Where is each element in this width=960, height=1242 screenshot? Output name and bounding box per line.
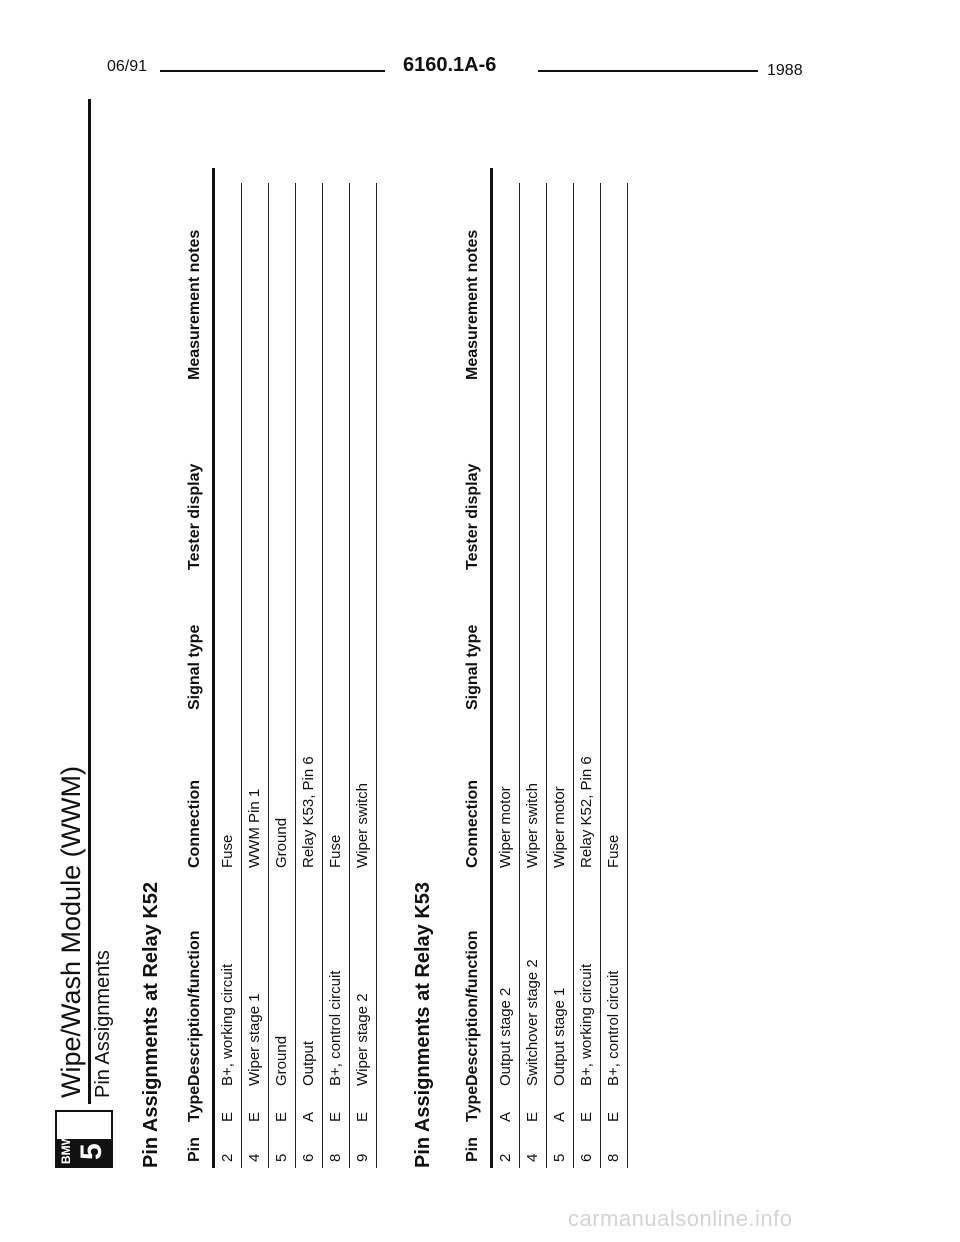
watermark-text: carmanualsonline.info [568,1206,793,1231]
cell-connection: Fuse [605,834,622,868]
cell-connection: Relay K53, Pin 6 [300,756,317,868]
rotated-content [0,90,680,1190]
table-header [458,166,488,1168]
row-rule [573,183,574,1168]
cell-description: B+, control circuit [605,970,622,1086]
cell-type: E [219,1111,236,1122]
cell-description: Ground [273,1035,290,1086]
col-signal-type: Signal type [464,624,481,710]
col-type: Type [186,1085,203,1122]
cell-type: E [578,1111,595,1122]
cell-connection: Wiper switch [354,782,371,868]
cell-type: E [273,1111,290,1122]
cell-description: B+, control circuit [327,970,344,1086]
cell-pin: 4 [246,1153,263,1162]
cell-type: E [524,1111,541,1122]
header-date: 06/91 [107,58,148,75]
col-connection: Connection [464,780,481,868]
col-tester-display: Tester display [464,463,481,570]
cell-description: Wiper stage 2 [354,993,371,1086]
cell-pin: 2 [497,1153,514,1162]
table-top-rule [490,168,493,1168]
cell-connection: Fuse [219,834,236,868]
cell-description: Output [300,1040,317,1086]
cell-type: A [551,1111,568,1122]
cell-type: A [300,1111,317,1122]
title-rule [88,99,91,1104]
cell-type: A [497,1111,514,1122]
table-relay-k53 [458,166,633,1168]
cell-description: B+, working circuit [219,963,236,1086]
header-rule-left [160,70,385,72]
bmw-series-badge [55,1110,113,1168]
header-document-code: 6160.1A-6 [403,54,497,76]
header-rule-right [538,70,758,72]
cell-description: Output stage 2 [497,987,514,1086]
table-top-rule [212,168,215,1168]
cell-pin: 6 [578,1153,595,1162]
cell-pin: 5 [273,1153,290,1162]
col-tester-display: Tester display [186,463,203,570]
cell-description: Wiper stage 1 [246,993,263,1086]
row-rule [268,183,269,1168]
badge-brand: BMW [59,1134,73,1164]
badge-left-panel [57,1134,111,1166]
cell-type: E [246,1111,263,1122]
cell-description: Switchover stage 2 [524,959,541,1086]
cell-connection: Wiper motor [551,786,568,868]
row-rule [322,183,323,1168]
cell-type: E [605,1111,622,1122]
cell-description: Output stage 1 [551,987,568,1086]
row-rule [376,183,377,1168]
section-title-k53: Pin Assignments at Relay K53 [412,881,434,1168]
cell-pin: 5 [551,1153,568,1162]
col-type: Type [464,1085,481,1122]
cell-pin: 2 [219,1153,236,1162]
col-description: Description/function [464,930,481,1086]
page-subtitle: Pin Assignments [92,950,114,1098]
row-rule [349,183,350,1168]
col-measurement-notes: Measurement notes [186,229,203,380]
cell-connection: Ground [273,817,290,868]
badge-series: 5 [75,1143,108,1160]
cell-pin: 6 [300,1153,317,1162]
header-year: 1988 [767,62,803,79]
cell-type: E [354,1111,371,1122]
cell-pin: 8 [605,1153,622,1162]
col-signal-type: Signal type [186,624,203,710]
page-title: Wipe/Wash Module (WWM) [56,765,86,1098]
table-header [180,166,210,1168]
cell-connection: Fuse [327,834,344,868]
row-rule [546,183,547,1168]
col-description: Description/function [186,930,203,1086]
row-rule [600,183,601,1168]
row-rule [519,183,520,1168]
cell-pin: 8 [327,1153,344,1162]
cell-connection: Relay K52, Pin 6 [578,756,595,868]
cell-description: B+, working circuit [578,963,595,1086]
cell-connection: Wiper motor [497,786,514,868]
row-rule [627,183,628,1168]
cell-type: E [327,1111,344,1122]
cell-connection: Wiper switch [524,782,541,868]
section-title-k52: Pin Assignments at Relay K52 [140,881,162,1168]
col-measurement-notes: Measurement notes [464,229,481,380]
table-relay-k52 [180,166,380,1168]
row-rule [295,183,296,1168]
badge-right-panel [57,1108,111,1139]
cell-connection: WWM Pin 1 [246,788,263,868]
col-connection: Connection [186,780,203,868]
cell-pin: 9 [354,1153,371,1162]
col-pin: Pin [464,1137,481,1162]
cell-pin: 4 [524,1153,541,1162]
col-pin: Pin [186,1137,203,1162]
row-rule [241,183,242,1168]
